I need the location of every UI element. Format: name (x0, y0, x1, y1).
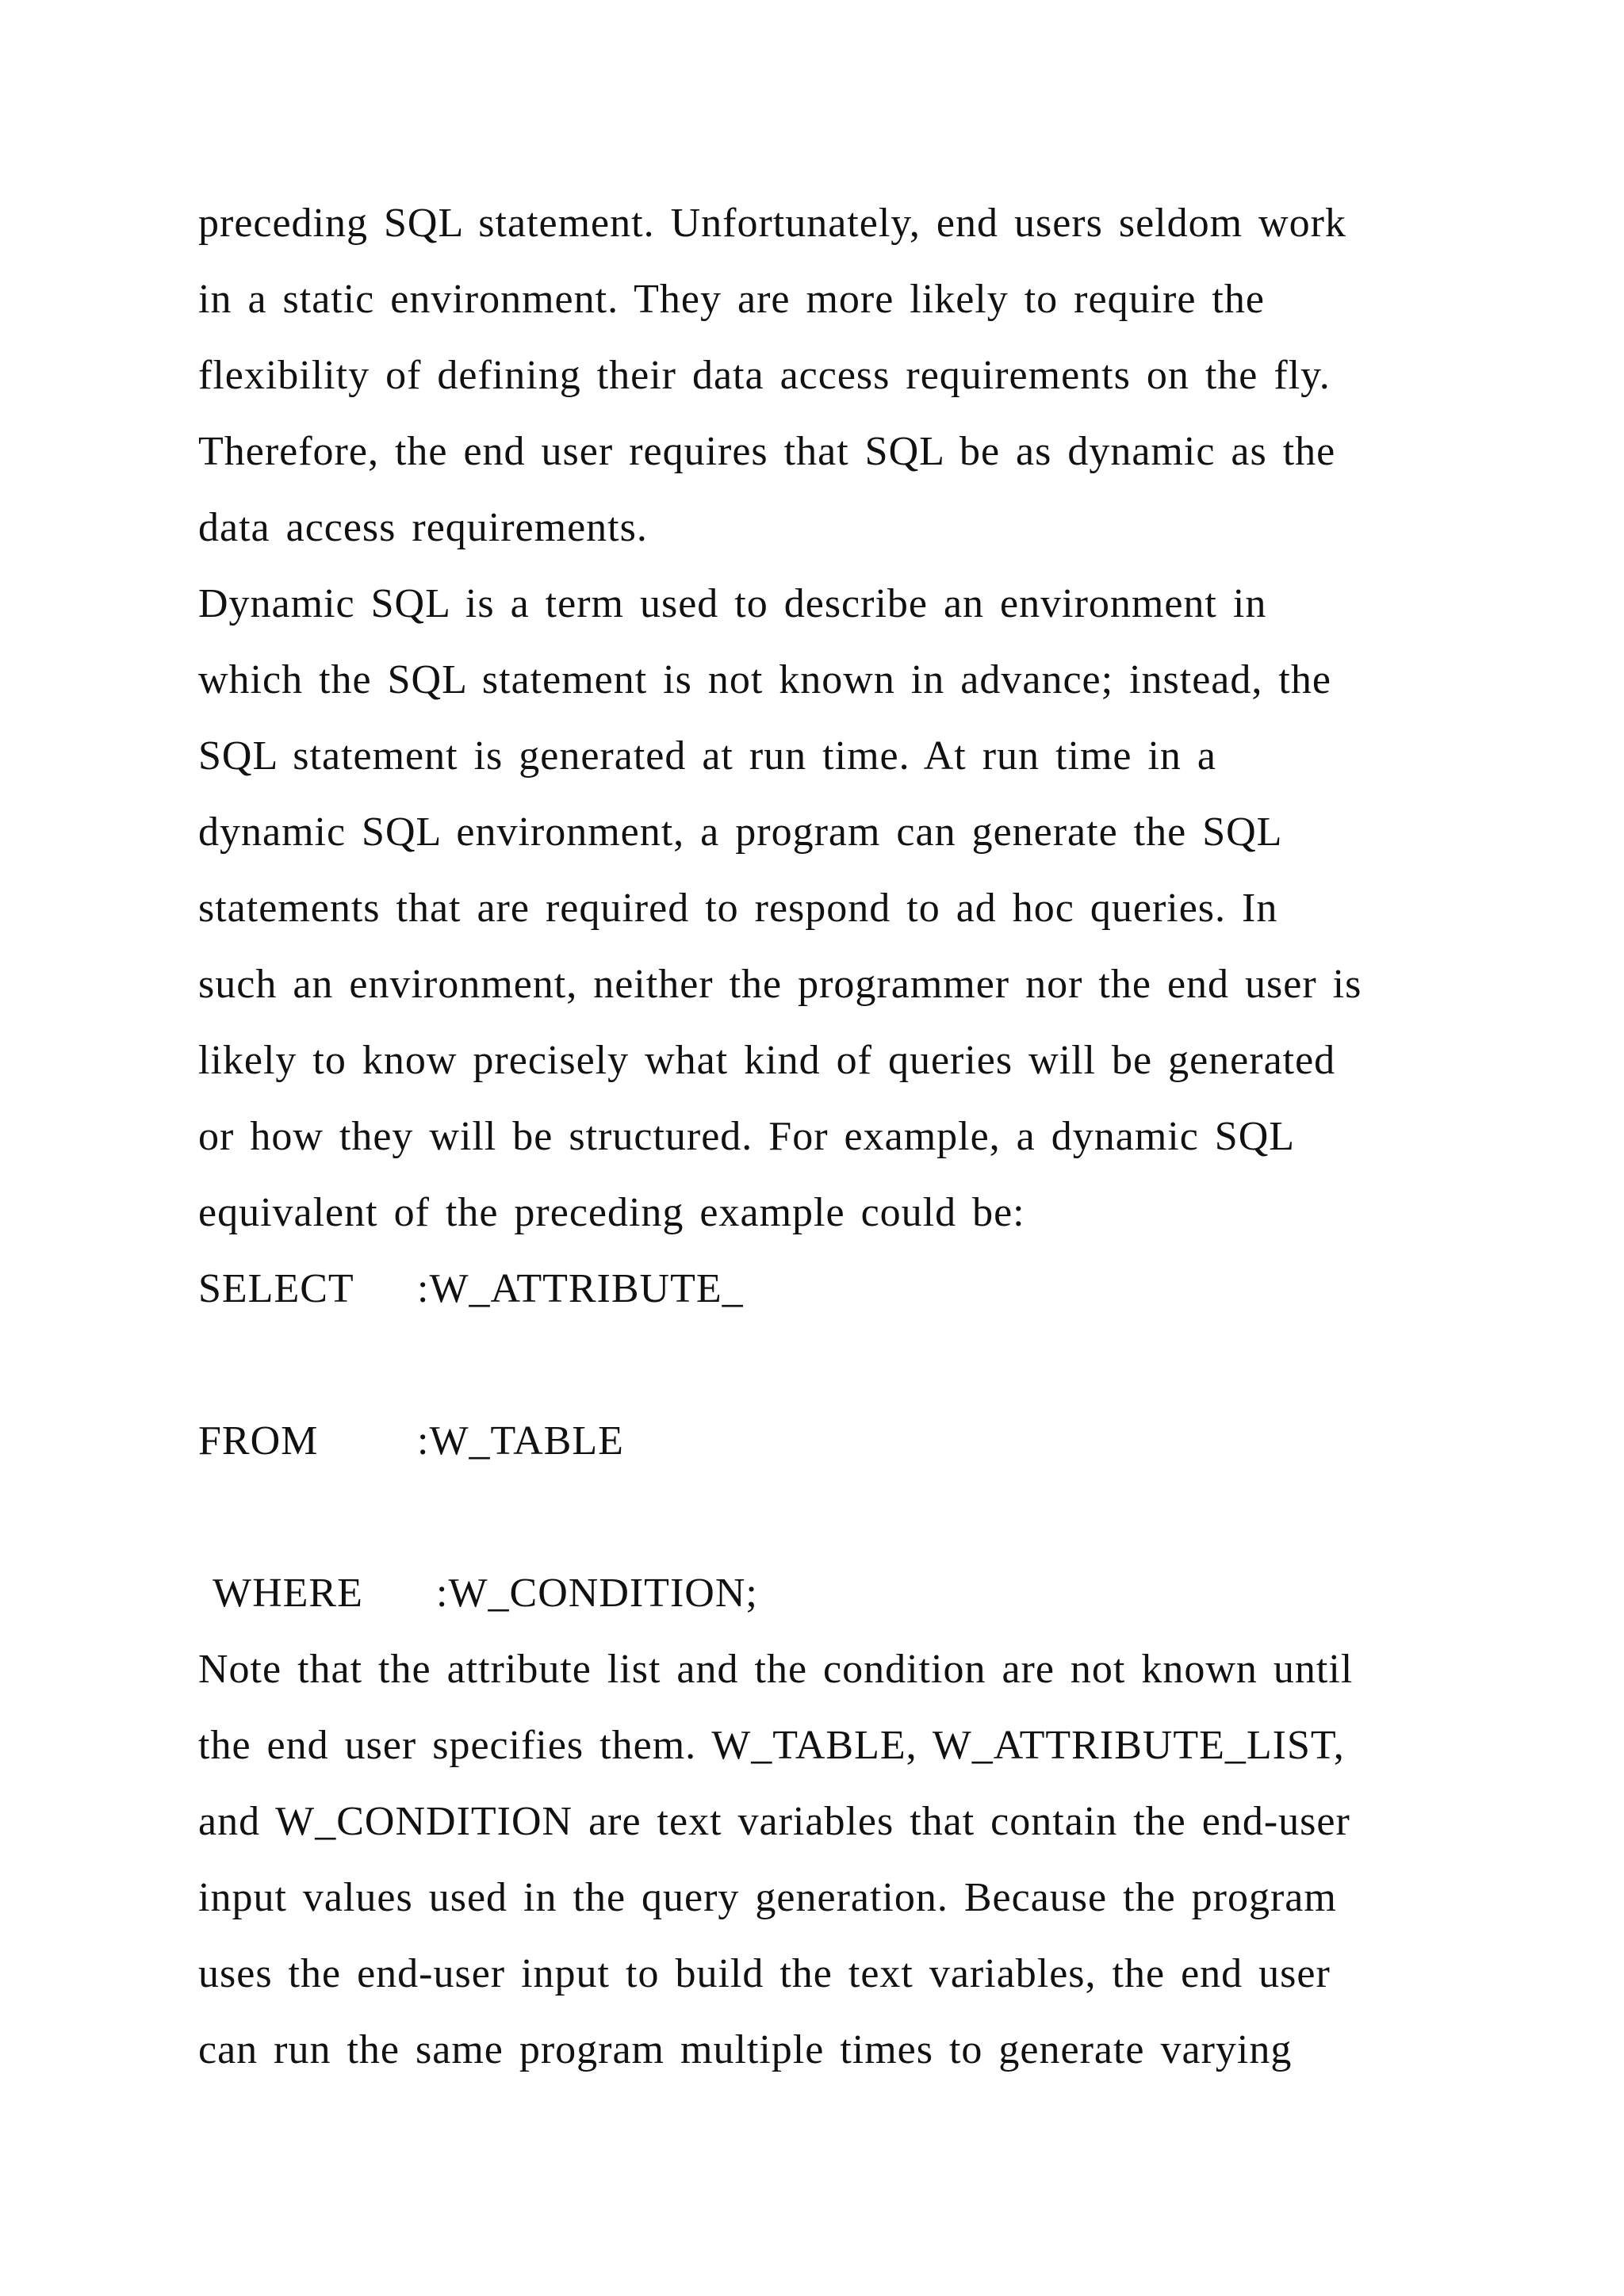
sql-where-value: :W_CONDITION; (436, 1571, 758, 1616)
text-line: can run the same program multiple times to generate varying (198, 2027, 1293, 2072)
text-line: such an environment, neither the programmer nor the end user is (198, 962, 1362, 1007)
sql-from-keyword: FROM (198, 1418, 319, 1464)
text-line: which the SQL statement is not known in advance; instead, the (198, 657, 1331, 702)
text-line: in a static environment. They are more likely to require the (198, 277, 1265, 322)
sql-where-keyword: WHERE (213, 1571, 363, 1616)
text-line: Therefore, the end user requires that SQL be as dynamic as the (198, 429, 1336, 474)
sql-select-keyword: SELECT (198, 1266, 354, 1311)
text-line: uses the end-user input to build the text variables, the end user (198, 1951, 1331, 1996)
text-line: likely to know precisely what kind of queries will be generated (198, 1038, 1336, 1083)
text-line: Dynamic SQL is a term used to describe an environment in (198, 581, 1267, 626)
text-line: dynamic SQL environment, a program can generate the SQL (198, 809, 1283, 855)
text-line: data access requirements. (198, 505, 648, 550)
text-line: the end user specifies them. W_TABLE, W_ATTRIBUTE_LIST, (198, 1723, 1345, 1768)
text-line: Note that the attribute list and the condition are not known until (198, 1647, 1354, 1692)
text-line: statements that are required to respond to ad hoc queries. In (198, 886, 1278, 931)
text-line: SQL statement is generated at run time. At run time in a (198, 733, 1217, 779)
sql-select-value: :W_ATTRIBUTE_ (417, 1266, 744, 1311)
text-line: and W_CONDITION are text variables that contain the end-user (198, 1799, 1350, 1844)
sql-from-value: :W_TABLE (417, 1418, 624, 1464)
text-line: or how they will be structured. For example, a dynamic SQL (198, 1114, 1296, 1159)
text-line: preceding SQL statement. Unfortunately, end users seldom work (198, 201, 1346, 246)
text-line: input values used in the query generation. Because the program (198, 1875, 1337, 1920)
text-line: equivalent of the preceding example could be: (198, 1190, 1025, 1235)
text-line: flexibility of defining their data access requirements on the fly. (198, 353, 1331, 398)
